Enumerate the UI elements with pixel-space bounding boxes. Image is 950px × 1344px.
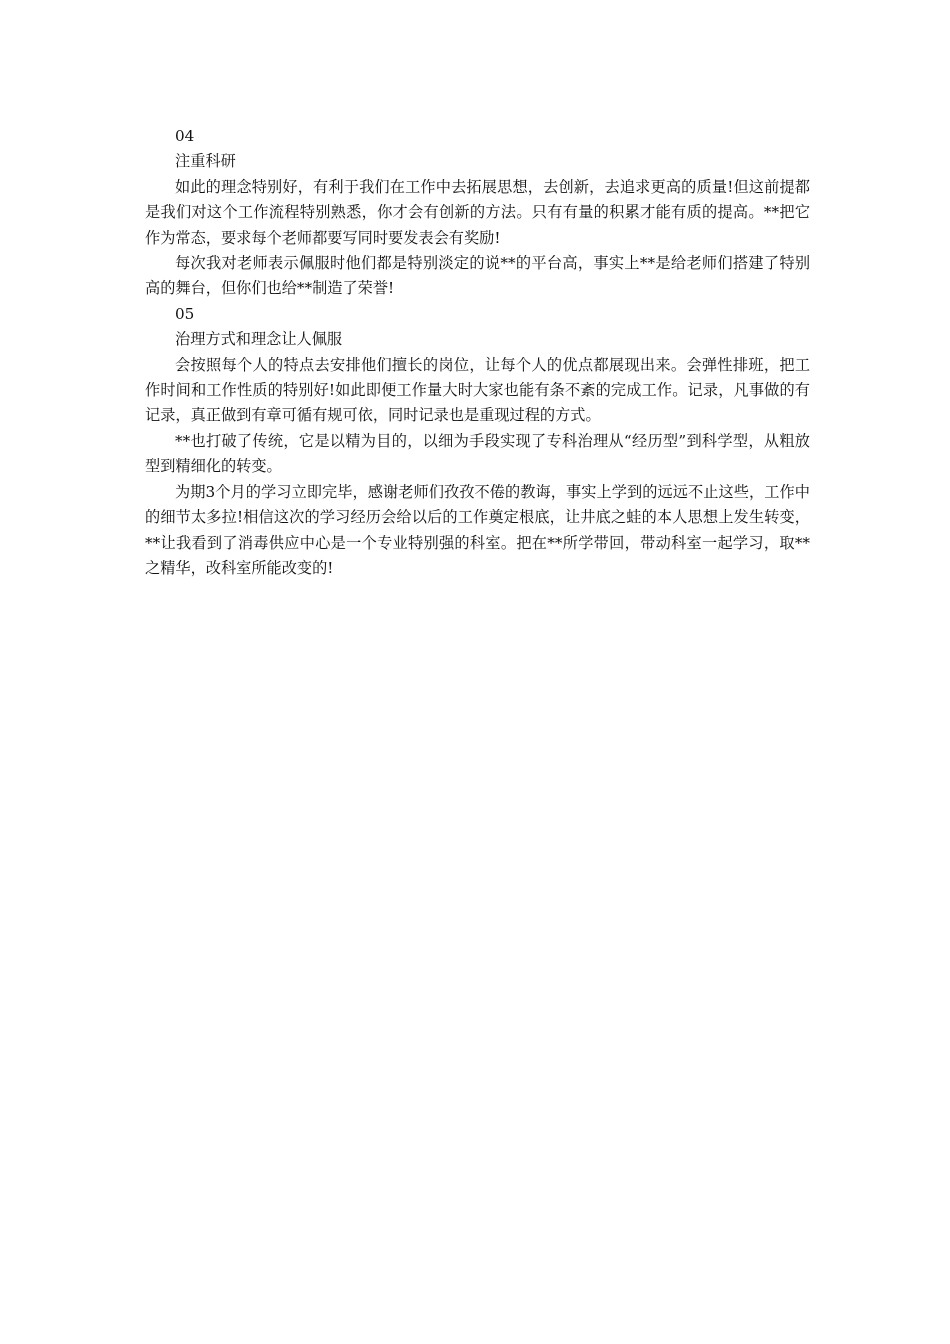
section-number: 04 [175, 127, 195, 145]
body-paragraph: 每次我对老师表示佩服时他们都是特别淡定的说**的平台高，事实上**是给老师们搭建了特别高的舞台，但你们也给**制造了荣誉! [145, 254, 810, 298]
section-heading: 注重科研 [175, 152, 236, 171]
body-paragraph: 为期3个月的学习立即完毕，感谢老师们孜孜不倦的教诲，事实上学到的远远不止这些，工作中的细节太多拉!相信这次的学习经历会给以后的工作奠定根底，让井底之蛙的本人思想上发生转变，**让我看到了消毒供应中心是一个专业特别强的科室。把在**所学带回，带动科室一起学习，取**之精华，改科室所能改变的! [145, 482, 810, 577]
body-paragraph: **也打破了传统，它是以精为目的，以细为手段实现了专科治理从“经历型”到科学型，从粗放型到精细化的转变。 [145, 431, 810, 476]
body-paragraph: 会按照每个人的特点去安排他们擅长的岗位，让每个人的优点都展现出来。会弹性排班，把工作时间和工作性质的特别好!如此即便工作量大时大家也能有条不紊的完成工作。记录，凡事做的有记录，真正做到有章可循有规可依，同时记录也是重现过程的方式。 [145, 355, 810, 425]
document-body [145, 124, 810, 581]
body-paragraph: 如此的理念特别好，有利于我们在工作中去拓展思想，去创新，去追求更高的质量!但这前提都是我们对这个工作流程特别熟悉，你才会有创新的方法。只有有量的积累才能有质的提高。**把它作为常态，要求每个老师都要写同时要发表会有奖励! [145, 177, 810, 247]
section-number: 05 [175, 304, 195, 323]
section-heading: 治理方式和理念让人佩服 [175, 330, 343, 349]
